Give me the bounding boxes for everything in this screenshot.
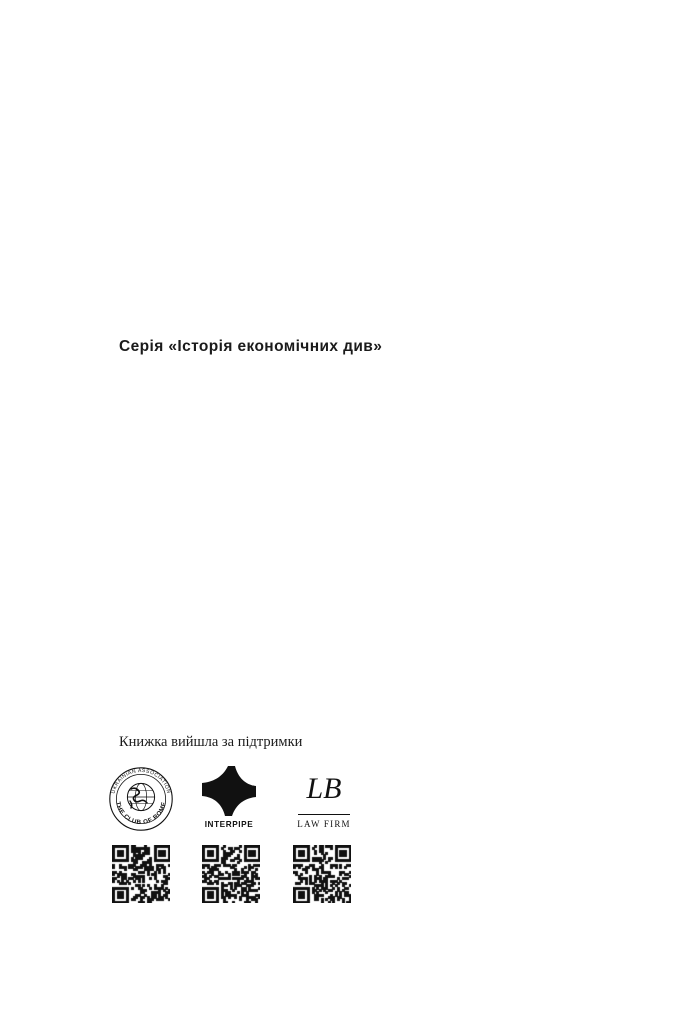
sponsor-logos (108, 766, 388, 841)
logo-lb-law-firm (288, 766, 360, 836)
qr-code[interactable] (112, 845, 170, 903)
club-of-rome-bottom-text: THE CLUB OF ROME (114, 801, 168, 827)
qr-code[interactable] (293, 845, 351, 903)
series-title: Серія «Історія економічних див» (119, 338, 383, 355)
qr-code-row (108, 845, 388, 907)
interpipe-wordmark: INTERPIPE (204, 820, 254, 829)
svg-text:UKRAINIAN ASSOCIATION (111, 768, 172, 794)
club-of-rome-top-text: UKRAINIAN ASSOCIATION (110, 767, 172, 795)
logo-interpipe (202, 766, 274, 836)
lb-divider (298, 814, 350, 815)
globe-icon (108, 766, 174, 832)
lb-monogram: LB (306, 772, 342, 805)
logo-club-of-rome (108, 766, 180, 836)
law-firm-wordmark: LAW FIRM (297, 819, 351, 829)
interpipe-mark-icon (202, 766, 256, 816)
support-caption: Книжка вийшла за підтримки (119, 734, 303, 750)
svg-text:THE CLUB OF ROME (114, 801, 168, 826)
qr-code[interactable] (202, 845, 260, 903)
club-of-rome-emblem (108, 766, 174, 832)
